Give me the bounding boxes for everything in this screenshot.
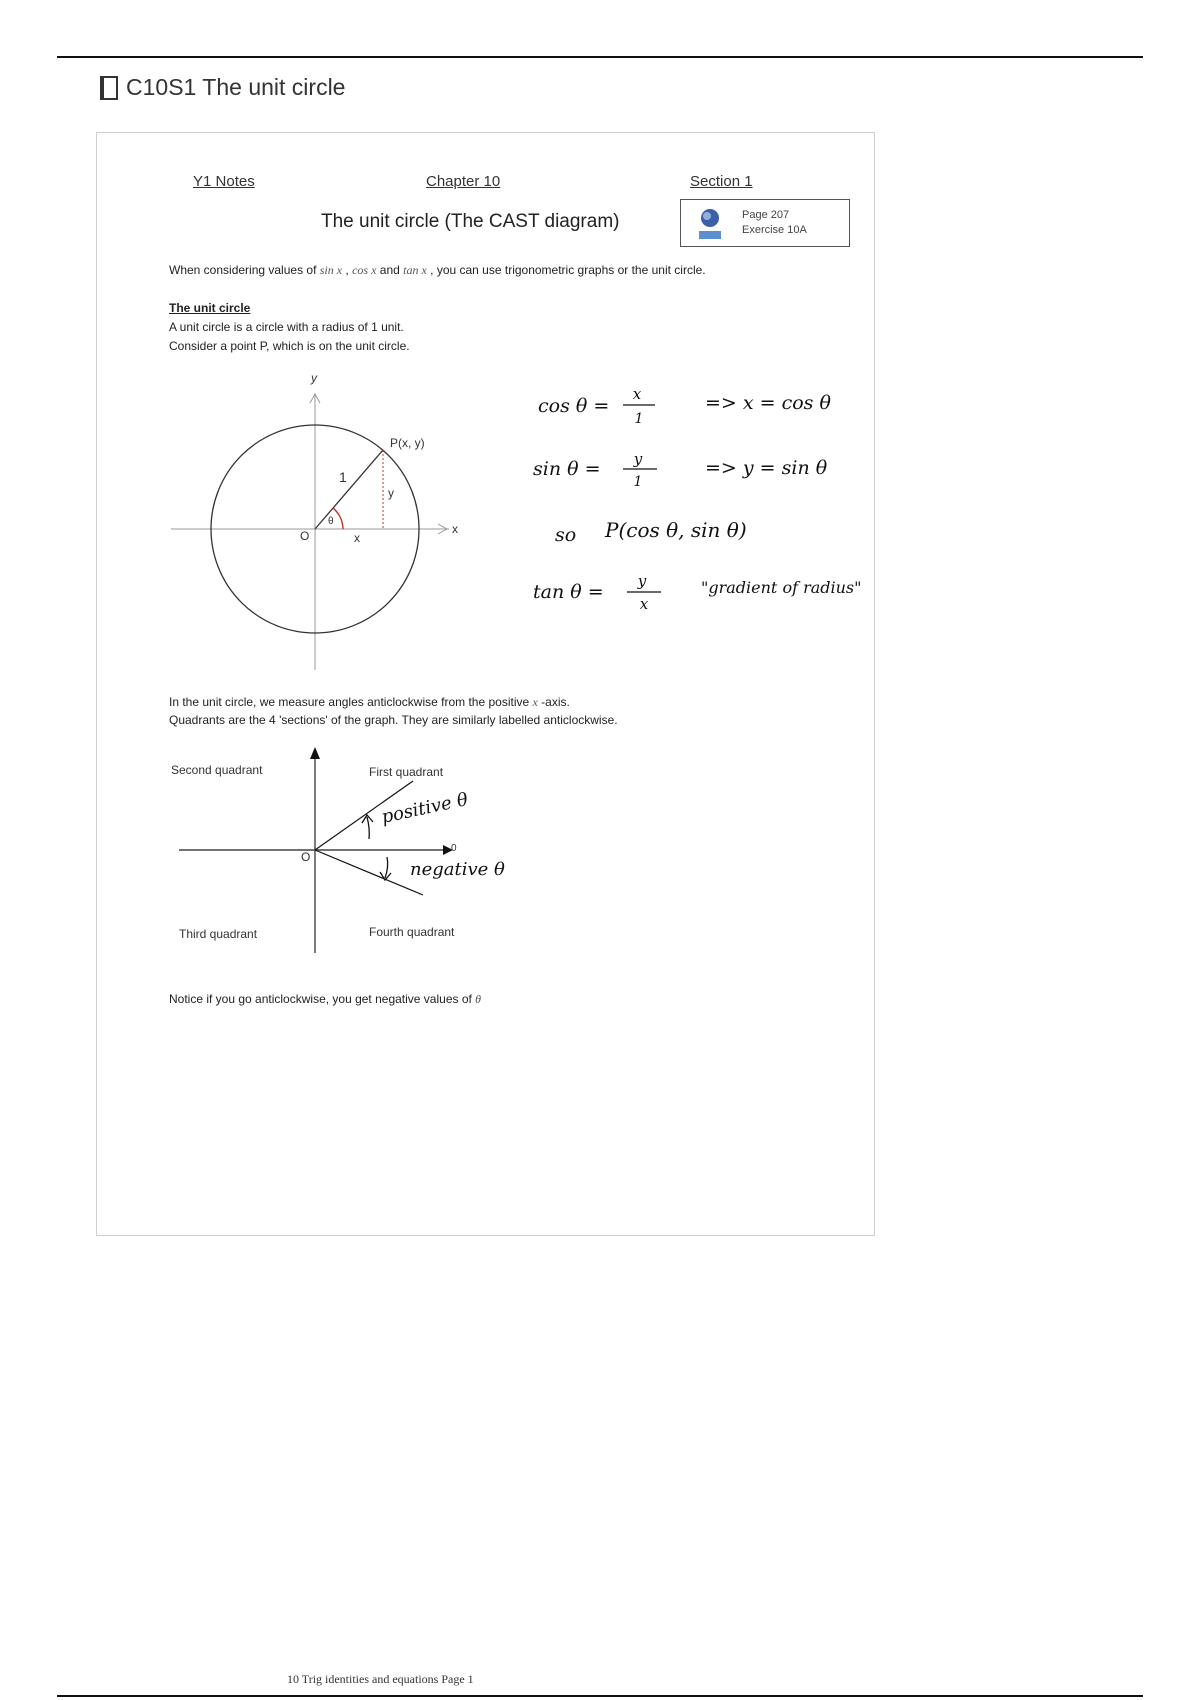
point-p-coordinates: P(cos θ, sin θ) xyxy=(605,518,747,542)
cos-denominator: 1 xyxy=(634,411,644,427)
top-rule xyxy=(57,56,1143,58)
tan-numerator: y xyxy=(637,572,647,590)
measure-text-2: -axis. xyxy=(537,695,570,709)
measure-text-1: In the unit circle, we measure angles anticlockwise from the positive xyxy=(169,695,533,709)
tan-note: "gradient of radius" xyxy=(701,578,862,597)
cos-result: => x = cos θ xyxy=(705,392,831,414)
sin-result: => y = sin θ xyxy=(705,457,828,479)
sin-numerator: y xyxy=(633,450,643,468)
second-quadrant-label: Second quadrant xyxy=(171,763,263,777)
notice-line xyxy=(169,992,481,1007)
page-title: C10S1 The unit circle xyxy=(126,74,346,100)
intro-cos: cos x xyxy=(352,263,377,277)
y-leg-label: y xyxy=(388,486,394,500)
notice-theta: θ xyxy=(475,992,482,1006)
definition-line-1: A unit circle is a circle with a radius of 1 unit. xyxy=(169,320,404,334)
reference-page: Page 207 xyxy=(742,209,790,221)
notice-text: Notice if you go anticlockwise, you get negative values of xyxy=(169,992,476,1006)
theta-label: θ xyxy=(328,516,334,527)
intro-tan: tan x xyxy=(403,263,427,277)
first-quadrant-label: First quadrant xyxy=(369,765,444,779)
zero-angle-label: 0 xyxy=(451,843,457,854)
cos-numerator: x xyxy=(632,385,642,403)
quadrant-diagram xyxy=(97,133,876,1237)
intro-sin: sin x xyxy=(319,263,343,277)
tan-denominator: x xyxy=(639,595,649,613)
tan-lhs: tan θ = xyxy=(533,581,604,603)
bottom-rule xyxy=(57,1695,1143,1697)
header-y1-notes: Y1 Notes xyxy=(193,173,255,190)
radius-label: 1 xyxy=(339,469,347,485)
negative-angle-ray xyxy=(315,850,423,895)
x-leg-label: x xyxy=(354,531,360,545)
unit-circle-heading: The unit circle xyxy=(169,301,251,315)
point-p-label: P(x, y) xyxy=(390,436,425,450)
third-quadrant-label: Third quadrant xyxy=(179,927,258,941)
sin-denominator: 1 xyxy=(633,474,643,490)
page-icon xyxy=(100,76,118,100)
header-section: Section 1 xyxy=(690,173,753,190)
intro-text-1: When considering values of xyxy=(169,263,320,277)
x-axis-label: x xyxy=(452,522,458,536)
quadrants-line: Quadrants are the 4 'sections' of the graph. They are similarly labelled anticlockwise. xyxy=(169,713,618,727)
reference-exercise: Exercise 10A xyxy=(742,224,807,236)
page-footer: 10 Trig identities and equations Page 1 xyxy=(287,1672,474,1686)
page-title-row xyxy=(100,74,345,101)
negative-theta-label: negative θ xyxy=(410,859,505,880)
sin-lhs: sin θ = xyxy=(533,458,601,480)
intro-sep: , xyxy=(342,263,353,277)
so-word: so xyxy=(555,524,577,546)
y-axis-label: y xyxy=(311,371,317,385)
intro-and: and xyxy=(376,263,404,277)
cos-lhs: cos θ = xyxy=(538,395,610,417)
measure-axis: x xyxy=(532,695,538,709)
positive-theta-label: positive θ xyxy=(379,789,470,828)
fourth-quadrant-label: Fourth quadrant xyxy=(369,925,455,939)
header-chapter: Chapter 10 xyxy=(426,173,501,190)
notes-title: The unit circle (The CAST diagram) xyxy=(321,211,620,232)
quadrant-origin-label: O xyxy=(301,850,311,864)
origin-label: O xyxy=(300,529,310,543)
embedded-notes-page xyxy=(96,132,875,1236)
intro-text-2: , you can use trigonometric graphs or the unit circle. xyxy=(426,263,706,277)
definition-line-2: Consider a point P, which is on the unit circle. xyxy=(169,339,410,353)
